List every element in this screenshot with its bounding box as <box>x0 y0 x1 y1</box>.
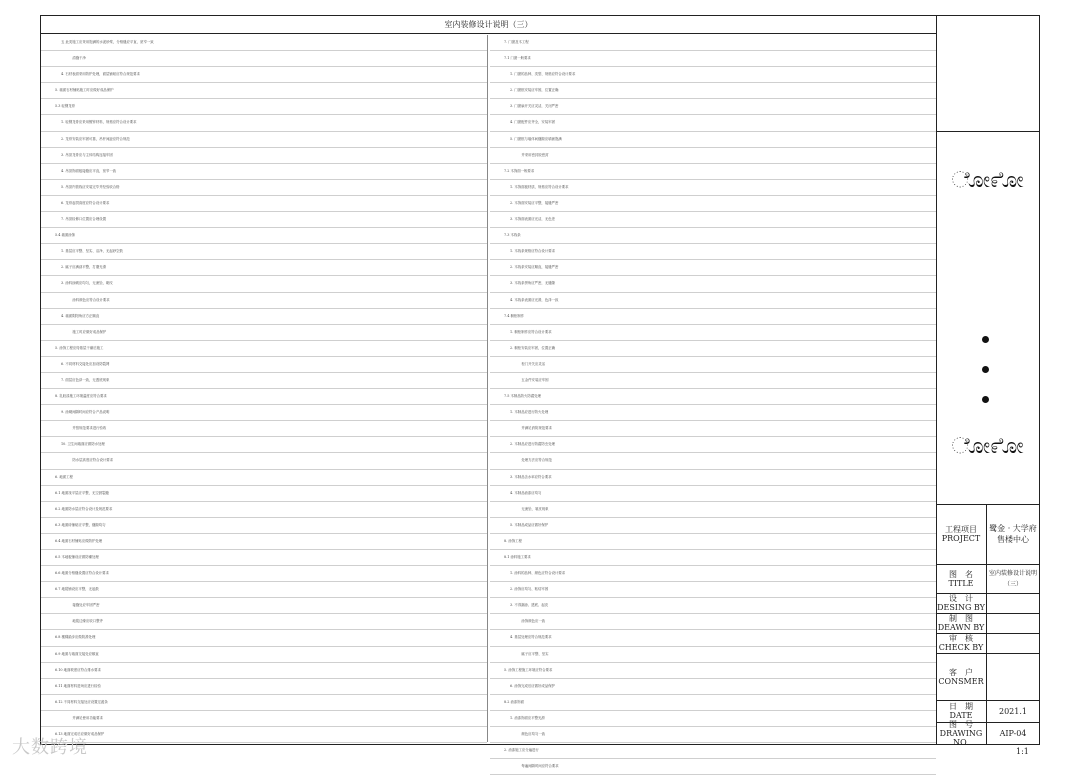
note-line: 涂饰颜色应一致 <box>490 614 936 630</box>
note-line: 5. 吊顶内管线应安装完毕并经验收合格 <box>41 180 487 196</box>
note-line: 7.5 木制品防火防腐处理 <box>490 389 936 405</box>
note-line: 3. 涂料涂刷应均匀，无流坠、刷纹 <box>41 276 487 292</box>
note-line: 8.1 涂料施工要求 <box>490 550 936 566</box>
client-label-cn: 客 户 <box>949 667 973 677</box>
title-row <box>936 564 1039 594</box>
date-value: 2021.1 <box>999 706 1027 716</box>
note-line: 1. 涂料的品种、颜色应符合设计要求 <box>490 566 936 582</box>
check-row <box>936 633 1039 654</box>
note-line: 5. 涂饰工程应待基层干燥后施工 <box>41 341 487 357</box>
note-line: 处理方法应符合规范 <box>490 453 936 469</box>
check-label-en: CHECK BY <box>938 643 984 652</box>
note-line: 7.3 木线条 <box>490 228 936 244</box>
note-line: 4. 墙面阴阳角应方正顺直 <box>41 309 487 325</box>
note-line: 6.3 地面砖铺贴应平整，缝隙均匀 <box>41 518 487 534</box>
note-line: 6.5 木地板铺设应做防潮处理 <box>41 550 487 566</box>
note-line: 涂料颜色应符合设计要求 <box>41 293 487 309</box>
project-row <box>936 504 1039 565</box>
drawn-label-cn: 制 图 <box>949 614 973 623</box>
design-label <box>936 593 987 613</box>
note-line: 1. 木饰面板材质、规格应符合设计要求 <box>490 180 936 196</box>
note-line: 9. 涂刷间隔时间应符合产品说明 <box>41 405 487 421</box>
drawn-label <box>936 613 987 633</box>
design-label-cn: 设 计 <box>949 594 973 603</box>
note-line: 2. 橱柜安装应牢固，位置正确 <box>490 341 936 357</box>
note-line: 6.4 地面石材铺贴应做防护处理 <box>41 534 487 550</box>
note-line: 2. 涂饰应均匀、粘结牢固 <box>490 582 936 598</box>
note-line: 1. 木制品应进行防火处理 <box>490 405 936 421</box>
note-line: 4. 基层处理应符合规范要求 <box>490 630 936 646</box>
note-line: 2. 木线条安装应顺直，接缝严密 <box>490 260 936 276</box>
note-line: 地毯边缘应收口整齐 <box>41 614 487 630</box>
note-line: 颜色应均匀一致 <box>490 727 936 743</box>
note-line: 柜门开关应灵活 <box>490 357 936 373</box>
check-label-cn: 审 核 <box>949 634 973 643</box>
drawing-no-label <box>936 719 987 747</box>
note-line: 清缝干净 <box>41 51 487 67</box>
note-line: 6.13 地面完成后应做好成品保护 <box>41 727 487 743</box>
note-line: 1. 橱柜制作应符合设计要求 <box>490 325 936 341</box>
note-line: 2. 木制品应进行防腐防虫处理 <box>490 437 936 453</box>
note-line: 4. 木制品油漆应均匀 <box>490 486 936 502</box>
note-line: 5.4 墙面涂饰 <box>41 228 487 244</box>
note-line: 6.1 地面找平层应平整，无空鼓裂缝 <box>41 486 487 502</box>
right-notes-column <box>490 35 936 775</box>
note-line: 接缝处应牢固严密 <box>41 598 487 614</box>
title-value: 室内装修设计说明（三） <box>988 569 1037 588</box>
note-line: 1. 轻钢龙骨应采用镀锌材料，规格应符合设计要求 <box>41 115 487 131</box>
title-label <box>936 564 987 593</box>
client-row <box>936 653 1039 701</box>
project-label <box>936 504 987 564</box>
note-line: 1. 基层应平整、坚实、洁净，无起砂空鼓 <box>41 244 487 260</box>
check-value <box>987 633 1039 653</box>
note-line: 并满足消防规范要求 <box>490 421 936 437</box>
note-line: 6. 不同材料交接处应加设防裂网 <box>41 357 487 373</box>
check-label <box>936 633 987 653</box>
note-line: 3. 木制品含水率应符合要求 <box>490 470 936 486</box>
design-row <box>936 593 1039 614</box>
drawing-no-label-cn: 图 号 <box>949 719 973 729</box>
note-line: 7. 吊顶检修口位置应合理设置 <box>41 212 487 228</box>
note-line: 2. 龙骨安装应牢固可靠，吊杆间距应符合规范 <box>41 132 487 148</box>
note-line: 10. 卫生间墙面应做防水处理 <box>41 437 487 453</box>
drawing-no-value: AIP-04 <box>999 728 1027 738</box>
note-line: 1. 油漆饰面应平整光滑 <box>490 711 936 727</box>
date-label-cn: 日 期 <box>949 702 973 711</box>
note-line: 并满足使用功能要求 <box>41 711 487 727</box>
note-line: 五 此类施工应采用饱满的水泥砂浆，分格缝应平直，宽窄一致 <box>41 35 487 51</box>
scale-text: 1:1 <box>1016 747 1029 756</box>
ornament-top: ೋ೯ೋ <box>951 168 1024 193</box>
note-line: 8.2 油漆饰面 <box>490 695 936 711</box>
note-line: 3. 不得漏涂、透底、起皮 <box>490 598 936 614</box>
ornament-bottom: ೋ೯ೋ <box>951 434 1024 459</box>
note-line: 5. 木制品成品应做好保护 <box>490 518 936 534</box>
drawn-value <box>987 613 1039 633</box>
note-line: 4. 门窗配件应齐全，安装牢固 <box>490 115 936 131</box>
note-line: 3. 吊顶龙骨应与主体结构连接牢固 <box>41 148 487 164</box>
note-line: 5. 涂饰工程施工环境应符合要求 <box>490 663 936 679</box>
document-title: 室内装修设计说明（三） <box>41 16 936 34</box>
note-line: 5. 墙面石材铺贴施工时应做好成品保护 <box>41 83 487 99</box>
drawing-no-row <box>936 719 1039 747</box>
note-line: 腻子应平整、坚实 <box>490 647 936 663</box>
note-line: 3. 木饰面表面应光洁，无色差 <box>490 212 936 228</box>
note-line: 6. 龙骨起拱高度应符合设计要求 <box>41 196 487 212</box>
note-line: 7.4 橱柜制作 <box>490 309 936 325</box>
note-line: 2. 门窗框安装应牢固，位置正确 <box>490 83 936 99</box>
note-line: 6.12 不同材料交接处应设置过渡条 <box>41 695 487 711</box>
title-label-en: TITLE <box>948 578 974 588</box>
note-line: 4. 吊顶饰面板接缝应平直，宽窄一致 <box>41 164 487 180</box>
drawn-row <box>936 613 1039 634</box>
note-line: 6.7 地毯铺设应平整，无起鼓 <box>41 582 487 598</box>
watermark-logo: 大数跨境 <box>12 737 88 758</box>
note-line: 6.2 地面防水层应符合设计及规范要求 <box>41 502 487 518</box>
note-line: 8. 乳胶漆施工环境温度应符合要求 <box>41 389 487 405</box>
ornament-panel <box>936 16 1039 505</box>
drawn-label-en: DEAWN BY <box>937 623 985 632</box>
note-line: 1. 木线条规格应符合设计要求 <box>490 244 936 260</box>
title-block <box>936 16 1039 747</box>
note-line: 2. 木饰面安装应平整，接缝严密 <box>490 196 936 212</box>
note-line: 7.2 木饰面一般要求 <box>490 164 936 180</box>
note-line: 无流坠、皱皮现象 <box>490 502 936 518</box>
note-line: 8. 涂饰工程 <box>490 534 936 550</box>
note-line: 4. 木线条表面应光滑，色泽一致 <box>490 293 936 309</box>
client-value <box>987 653 1039 700</box>
note-line: 6.11 地面材料进场应进行检验 <box>41 679 487 695</box>
note-line: 3. 门窗扇开关应灵活，关闭严密 <box>490 99 936 115</box>
note-line: 6.8 楼梯踏步应做防滑处理 <box>41 630 487 646</box>
project-label-en: PROJECT <box>941 534 981 543</box>
note-line: 并采用密封胶密封 <box>490 148 936 164</box>
note-line: 5.3 轻钢龙骨 <box>41 99 487 115</box>
note-line: 4. 石材表面采用防护处理，面层铺贴应符合规范要求 <box>41 67 487 83</box>
note-line: 防水层高度应符合设计要求 <box>41 453 487 469</box>
note-line: 7. 门窗及木工程 <box>490 35 936 51</box>
note-line: 2. 油漆施工应分遍进行 <box>490 743 936 759</box>
note-line: 6.9 地面与墙面交接处应顺直 <box>41 647 487 663</box>
date-label-en: DATE <box>949 711 973 720</box>
note-line: 5. 门窗框与墙体间缝隙应填嵌饱满 <box>490 132 936 148</box>
note-line: 并按规范要求进行验收 <box>41 421 487 437</box>
note-line: 7. 面层应色泽一致，无透底现象 <box>41 373 487 389</box>
client-label-en: CONSMER <box>938 676 984 686</box>
note-line: 2. 腻子应满刮平整，打磨光滑 <box>41 260 487 276</box>
note-line: 施工时应做好成品保护 <box>41 325 487 341</box>
title-label-cn: 图 名 <box>949 569 973 579</box>
note-line: 1. 门窗的品种、类型、规格应符合设计要求 <box>490 67 936 83</box>
note-line: 6.6 地面分格缝设置应符合设计要求 <box>41 566 487 582</box>
design-label-en: DESING BY <box>937 603 985 612</box>
note-line: 3. 木线条拼角应严密，无缝隙 <box>490 276 936 292</box>
project-label-cn: 工程项目 <box>945 525 977 534</box>
note-line: 7.1 门窗一般要求 <box>490 51 936 67</box>
note-line: 每遍间隔时间应符合要求 <box>490 759 936 775</box>
note-line: 6. 涂饰完成后应做好成品保护 <box>490 679 936 695</box>
drawing-no-label-en: DRAWING NO. <box>939 728 983 747</box>
project-value: 鹭金 · 大学府售楼中心 <box>989 524 1037 544</box>
note-line: 五金件安装应牢固 <box>490 373 936 389</box>
client-label <box>936 653 987 700</box>
note-line: 6.10 地面坡度应符合排水要求 <box>41 663 487 679</box>
note-line: 6. 地面工程 <box>41 470 487 486</box>
design-value <box>987 593 1039 613</box>
left-notes-column <box>41 35 488 742</box>
